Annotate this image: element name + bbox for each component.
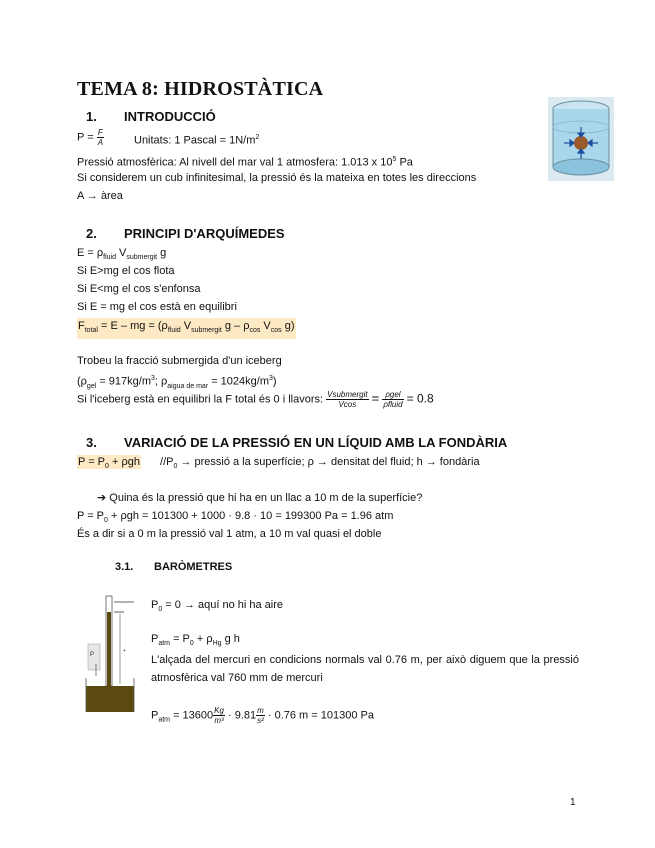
f-sub: atm <box>158 640 171 648</box>
buoyancy-formula <box>77 246 166 265</box>
section-number: 2. <box>86 226 97 241</box>
f-sub: fluid <box>103 254 116 262</box>
f-sub: cos <box>249 327 261 335</box>
section-title: INTRODUCCIÓ <box>124 109 216 124</box>
section-3-heading <box>86 435 507 450</box>
f-sup: 3 <box>268 375 273 382</box>
f-part: E = ρ <box>77 247 104 259</box>
pressure-formula <box>77 128 104 147</box>
atm-line <box>77 153 413 170</box>
section-title: PRINCIPI D'ARQUÍMEDES <box>124 226 285 241</box>
f-part: g h <box>221 633 240 645</box>
f-part: V <box>115 247 127 259</box>
depth-formula-highlight <box>77 455 141 469</box>
cylinder-bottom <box>553 159 609 175</box>
f-part: F <box>78 320 85 332</box>
sink-line: Si E<mg el cos s'enfonsa <box>77 283 201 295</box>
f-part: P = P <box>78 456 106 468</box>
f-sub: Hg <box>212 640 222 648</box>
pressure-cylinder-illustration <box>548 97 614 181</box>
f-sub: gel <box>86 382 97 390</box>
frac-den: m³ <box>214 716 224 725</box>
f-sub: cos <box>270 327 282 335</box>
f-part: ; ρ <box>154 375 168 388</box>
f-part: //P <box>160 456 174 468</box>
section-number: 3. <box>86 435 97 450</box>
f-part: · 0.76 m = 101300 Pa <box>264 709 374 722</box>
units-text <box>134 131 259 148</box>
f-part: + ρ <box>193 633 213 645</box>
f-part: P <box>151 709 159 722</box>
section-number: 1. <box>86 109 97 124</box>
f-sub: 0 <box>105 463 109 471</box>
barometer-illustration <box>84 592 140 714</box>
frac-num: ρgel <box>382 390 403 400</box>
equals-sign: = <box>371 390 380 406</box>
equilibrium-line: Si E = mg el cos està en equilibri <box>77 301 237 313</box>
f-sub: 0 <box>104 517 108 525</box>
f-sub: 0 <box>158 606 163 614</box>
cube-line: Si considerem un cub infinitesimal, la pressió és la mateixa en totes les direccions <box>77 172 477 184</box>
f-sub: aigua de mar <box>167 382 209 390</box>
f-part: ) <box>272 375 277 388</box>
f-sub: submergit <box>126 254 158 262</box>
p-lhs: P = <box>77 131 94 144</box>
f-part: = 13600 <box>170 709 214 722</box>
patm-calculation <box>151 706 374 728</box>
frac-num: Vsubmergit <box>327 390 368 399</box>
section-2-heading <box>86 226 285 241</box>
ftotal-formula-highlight <box>77 318 296 339</box>
f-sub: submergit <box>191 327 222 335</box>
f-part: g <box>157 247 167 259</box>
f-part: V <box>180 320 192 332</box>
frac-den: A <box>97 138 104 147</box>
patm-formula <box>151 632 240 651</box>
units-main: Unitats: 1 Pascal = 1N/m <box>134 134 256 147</box>
f-over-a-fraction <box>97 128 104 147</box>
f-part: + ρgh = 101300 + 1000 · 9.8 · 10 = 199300 Pa = 1.96 atm <box>107 510 394 522</box>
f-part: · 9.81 <box>224 709 257 722</box>
atm-label: P <box>90 652 95 658</box>
f-part: = E – mg = (ρ <box>97 320 168 332</box>
f-part: = 1024kg/m <box>208 375 269 388</box>
lake-conclusion: És a dir si a 0 m la pressió val 1 atm, a 10 m val quasi el doble <box>77 528 382 540</box>
result-value: = 0.8 <box>406 391 434 406</box>
f-sub: atm <box>158 716 171 724</box>
units-sup: 2 <box>255 134 260 141</box>
frac-num: F <box>97 128 103 137</box>
frac-den: Vcos <box>338 400 357 409</box>
frac-den: s² <box>257 716 264 725</box>
p0-line <box>151 598 283 617</box>
frac-num: Kg <box>214 706 224 715</box>
f-part: = 0 → aquí no hi ha aire <box>162 599 284 611</box>
page-title: TEMA 8: HIDROSTÀTICA <box>77 78 324 100</box>
f-part: = 917kg/m <box>96 375 151 388</box>
mercury-dish <box>86 686 134 712</box>
float-line: Si E>mg el cos flota <box>77 265 175 277</box>
mercury-height-text: L'alçada del mercuri en condicions normals val 0.76 m, per això diguem que la pressió atmosfèrica val 760 mm de mercuri <box>151 654 579 684</box>
iceberg-question: Trobeu la fracció submergida d'un iceberg <box>77 355 282 367</box>
subsection-3-1-heading <box>115 561 232 573</box>
iceberg-answer <box>77 390 434 409</box>
volume-fraction <box>326 390 368 409</box>
f-part: P <box>151 633 159 645</box>
f-part: + ρgh <box>108 456 140 468</box>
f-part: (ρ <box>77 375 87 388</box>
subsection-title: BARÒMETRES <box>154 561 233 573</box>
frac-den: ρfluid <box>383 400 403 409</box>
f-part: = P <box>170 633 190 645</box>
lake-question <box>97 491 422 505</box>
f-part: → pressió a la superfície; ρ → densitat del fluid; h → fondària <box>177 456 480 468</box>
section-1-heading <box>86 109 216 124</box>
atm-main: Pressió atmosfèrica: Al nivell del mar val 1 atmosfera: 1.013 x 10 <box>77 156 393 169</box>
section-title: VARIACIÓ DE LA PRESSIÓ EN UN LÍQUID AMB LA FONDÀRIA <box>124 435 508 450</box>
f-part: P <box>151 599 159 611</box>
f-sub: 0 <box>189 640 194 648</box>
question-text: Quina és la pressió que hi ha en un llac a 10 m de la superfície? <box>109 492 423 504</box>
f-part: g – ρ <box>221 320 250 332</box>
f-sub: fluid <box>167 327 181 335</box>
answer-text: Si l'iceberg està en equilibri la F total és 0 i llavors: <box>77 393 324 406</box>
arrow-right-icon: ➔ <box>97 491 107 504</box>
density-fraction <box>382 390 403 409</box>
frac-num: m <box>257 706 264 715</box>
f-sub: 0 <box>173 463 178 471</box>
f-sub: total <box>84 327 98 335</box>
area-line: A → àrea <box>77 190 123 202</box>
mercury-column <box>107 612 111 686</box>
lake-calculation <box>77 509 393 528</box>
m-per-s2-fraction <box>256 706 265 725</box>
h-label: + <box>123 648 126 654</box>
f-part: g) <box>281 320 295 332</box>
atm-sup: 5 <box>392 156 397 163</box>
depth-pressure-line <box>77 455 480 474</box>
subsection-number: 3.1. <box>115 561 134 573</box>
f-part: P = P <box>77 510 105 522</box>
f-sup: 3 <box>151 375 155 382</box>
kg-per-m3-fraction <box>213 706 225 725</box>
atm-tail: Pa <box>396 156 413 169</box>
submerged-object <box>574 136 588 150</box>
page-number: 1 <box>570 797 576 808</box>
f-part: V <box>260 320 271 332</box>
